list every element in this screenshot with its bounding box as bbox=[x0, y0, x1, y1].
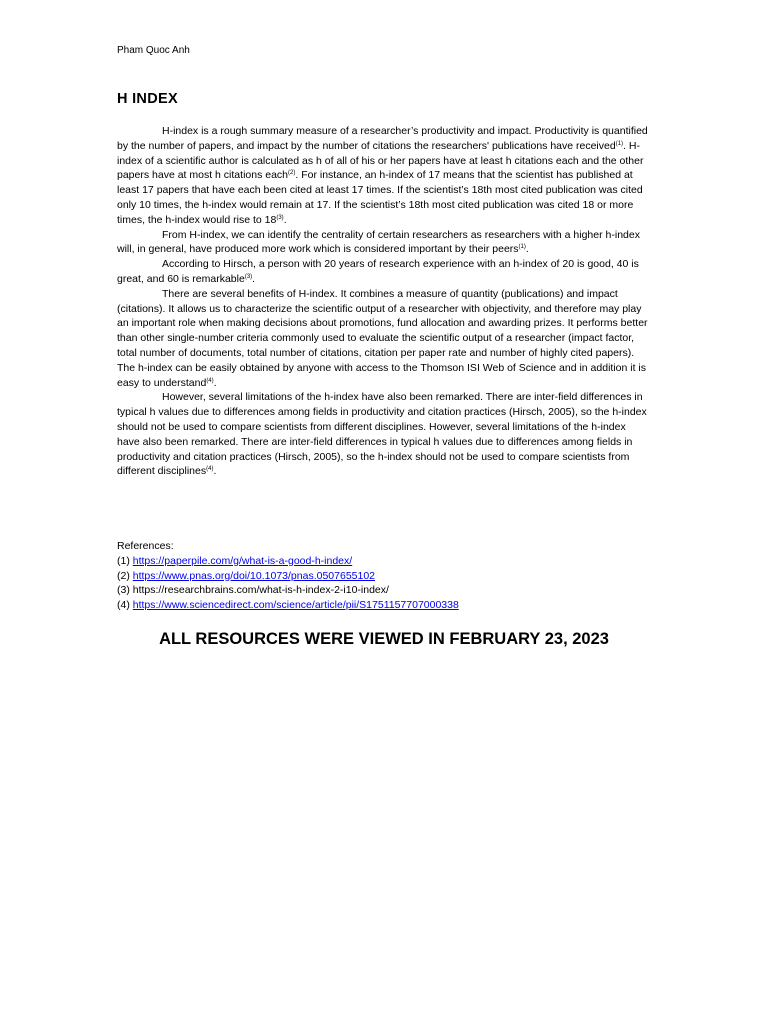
reference-link[interactable]: https://paperpile.com/g/what-is-a-good-h-index/ bbox=[132, 554, 353, 567]
citation-marker: (1) bbox=[615, 140, 624, 147]
paragraph-text: H-index is a rough summary measure of a researcher’s productivity and impact. Productivity is quantified by the number of papers, and impact by the number of citations the researchers' publications have received bbox=[117, 125, 648, 152]
reference-item bbox=[117, 598, 677, 613]
reference-link[interactable]: https://www.pnas.org/doi/10.1073/pnas.0507655102 bbox=[132, 569, 376, 582]
paragraph-text: However, several limitations of the h-index have also been remarked. There are inter-field differences in typical h values due to differences among fields in productivity and citation practices (Hirsch, 2005), so the h-index should not be used to compare scientists from different disciplines. However, several limitations of the h-index have also been remarked. There are inter-field differences in typical h values due to differences among fields in productivity and citation practices (Hirsch, 2005), so the h-index should not be used to compare scientists from different disciplines bbox=[117, 391, 647, 478]
references-section bbox=[117, 539, 677, 613]
paragraph-text: According to Hirsch, a person with 20 years of research experience with an h-index of 20 is good, 40 is great, and 60 is remarkable bbox=[117, 258, 639, 285]
paragraph bbox=[117, 390, 650, 479]
reference-marker: (2) bbox=[117, 569, 133, 582]
document-body bbox=[117, 124, 650, 479]
citation-marker: (3) bbox=[244, 273, 253, 280]
paragraph bbox=[117, 287, 650, 391]
citation-marker: (4) bbox=[206, 466, 214, 473]
author-name: Pham Quoc Anh bbox=[117, 45, 190, 56]
paragraph-text: . bbox=[283, 213, 287, 226]
paragraph-text: There are several benefits of H-index. It combines a measure of quantity (publications) and impact (citations). It allows us to characterize the scientific output of a researcher with objectivity, and therefore may play an important role when making decisions about promotions, fund allocation and awarding prizes. It performs better than other single-number criteria commonly used to evaluate the scientific output of a researcher (impact factor, total number of documents, total number of citations, citation per paper rate and number of highly cited papers). The h-index can be easily obtained by anyone with access to the Thomson ISI Web of Science and in addition it is easy to understand bbox=[117, 287, 648, 389]
reference-text: https://researchbrains.com/what-is-h-index-2-i10-index/ bbox=[132, 584, 389, 597]
paragraph-text: From H-index, we can identify the centrality of certain researchers as researchers with a higher h-index will, in general, have produced more work which is considered important by their peers bbox=[117, 228, 640, 256]
paragraph-text: . bbox=[252, 272, 256, 285]
closing-note: ALL RESOURCES WERE VIEWED IN FEBRUARY 23, 2023 bbox=[159, 630, 609, 648]
reference-marker: (3) bbox=[117, 584, 133, 597]
reference-marker: (4) bbox=[117, 599, 133, 612]
paragraph-text: . For instance, an h-index of 17 means that the scientist has published at least 17 papers that have each been cited at least 17 times. If the scientist’s 18th most cited publication was cited only 10 times, the h-index would remain at 17. If the scientist’s 18th most cited publication was cited 18 or more times, the h-index would rise to 18 bbox=[117, 169, 643, 226]
reference-item bbox=[117, 569, 677, 584]
citation-marker: (2) bbox=[288, 170, 296, 177]
document-title: H INDEX bbox=[117, 91, 178, 107]
paragraph-text: . bbox=[525, 243, 529, 256]
paragraph bbox=[117, 228, 650, 258]
paragraph bbox=[117, 124, 650, 228]
citation-marker: (3) bbox=[276, 214, 284, 221]
reference-link[interactable]: https://www.sciencedirect.com/science/article/pii/S1751157707000338 bbox=[132, 599, 459, 612]
paragraph-text: . bbox=[213, 376, 217, 389]
citation-marker: (4) bbox=[206, 377, 214, 384]
reference-marker: (1) bbox=[117, 554, 133, 567]
paragraph bbox=[117, 257, 650, 287]
reference-item bbox=[117, 583, 677, 598]
citation-marker: (1) bbox=[518, 244, 526, 251]
reference-item bbox=[117, 554, 677, 569]
paragraph-text: . H-index of a scientific author is calculated as h of all of his or her papers have at least h citations each and the other papers have at most h citations each bbox=[117, 139, 644, 182]
paragraph-text: . bbox=[213, 465, 217, 478]
references-heading: References: bbox=[117, 540, 174, 552]
